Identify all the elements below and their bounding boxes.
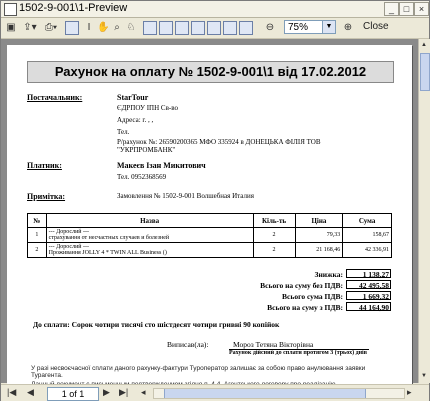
scroll-up-icon[interactable]: ▲: [421, 42, 427, 48]
hand-tool-icon[interactable]: ✋: [97, 22, 110, 33]
hscroll-thumb[interactable]: [164, 389, 366, 398]
vat-label: Всього сума ПДВ:: [282, 292, 343, 301]
fit-page-icon[interactable]: [207, 21, 221, 35]
report-page: [7, 45, 412, 390]
navigation-bar: [1, 384, 429, 401]
scroll-down-icon[interactable]: ▼: [421, 373, 427, 379]
single-page-icon[interactable]: [143, 21, 157, 35]
total-novat-label: Всього на суму без ПДВ:: [260, 281, 343, 290]
items-table: [27, 213, 392, 258]
validity-note: Рахунок дійсний до сплати протягом 3 (трьох) днів: [229, 350, 367, 356]
zoom-in-icon[interactable]: ⊕: [343, 22, 353, 33]
save-icon[interactable]: ▣: [6, 22, 16, 33]
vat-value: 1 669,32: [346, 291, 391, 300]
row-sum: 42 336,91: [343, 243, 392, 258]
hscroll-right-icon[interactable]: ▸: [407, 387, 412, 397]
print-icon[interactable]: ⎙▾: [44, 22, 58, 33]
invoice-title: Рахунок на оплату № 1502-9-001\1 від 17.02.2012: [27, 61, 394, 83]
zoom-out-icon[interactable]: ⊖: [265, 22, 275, 33]
row-price: 79,33: [295, 228, 343, 243]
col-no: №: [28, 214, 47, 228]
row-name-line1: --- Дорослий ---: [48, 229, 89, 235]
row-no: 2: [28, 243, 47, 258]
row-name: [46, 228, 253, 243]
preview-area[interactable]: [1, 39, 418, 383]
row-name: [46, 243, 253, 258]
col-price: Ціна: [295, 214, 343, 228]
supplier-label: Постачальник:: [27, 93, 83, 102]
zoom-select[interactable]: [284, 20, 336, 34]
close-window-button[interactable]: ×: [414, 2, 429, 16]
col-qty: Кіль-ть: [253, 214, 295, 228]
supplier-phone: Тел.: [117, 128, 130, 136]
row-no: 1: [28, 228, 47, 243]
close-button[interactable]: Close: [363, 21, 389, 32]
col-sum: Сума: [343, 214, 392, 228]
note-value: Замовлення № 1502-9-001 Волшебная Италия: [117, 192, 254, 200]
table-row: [28, 228, 392, 243]
payer-phone: Тел. 0952368569: [117, 173, 167, 181]
page-number-field[interactable]: 1 of 1: [47, 387, 99, 401]
next-page-icon[interactable]: ▶: [103, 387, 110, 397]
hscroll-left-icon[interactable]: ◂: [141, 387, 146, 397]
table-header: [28, 214, 392, 228]
total-vat-value: 44 164,90: [346, 302, 391, 311]
zoom-tool-icon[interactable]: ⌕: [114, 22, 120, 33]
footer-note-1: У разі несвоєчасної сплати даного рахунку-фактури Туроператор залишає за собою право анулювання заявки Турагента.: [31, 365, 366, 379]
issued-name: Мороз Тетяна Вікторівна: [233, 340, 314, 349]
find-icon[interactable]: ♘: [126, 22, 136, 33]
row-name-line1: --- Дорослий ---: [48, 244, 89, 250]
window-title: 1502-9-001\1-Preview: [19, 2, 128, 14]
app-icon: [4, 3, 17, 16]
supplier-account: Р/рахунок №: 26590200365 МФО 335924 в ДОНЕЦЬКА ФІЛІЯ ТОВ: [117, 138, 321, 146]
supplier-bank: "УКРПРОМБАНК": [117, 146, 176, 154]
zoom-value: 75%: [288, 22, 309, 33]
two-page-icon[interactable]: [159, 21, 173, 35]
total-novat-value: 42 495,58: [346, 280, 391, 289]
col-name: Назва: [46, 214, 253, 228]
row-sum: 158,67: [343, 228, 392, 243]
row-name-line2: страхування от несчастных случаев и болезней: [48, 235, 170, 241]
horizontal-scrollbar[interactable]: [153, 388, 405, 399]
minimize-button[interactable]: _: [384, 2, 399, 16]
scroll-thumb[interactable]: [420, 53, 430, 91]
row-price: 21 168,46: [295, 243, 343, 258]
page-setup-icon[interactable]: [65, 21, 79, 35]
table-row: [28, 243, 392, 258]
payer-label: Платник:: [27, 161, 62, 170]
title-bar: [1, 1, 429, 18]
row-qty: 2: [253, 243, 295, 258]
supplier-name: StarTour: [117, 93, 149, 102]
supplier-address: Адреса: г. , ,: [117, 116, 154, 124]
text-cursor-icon[interactable]: I: [87, 22, 91, 33]
issued-label: Виписав(ла):: [167, 340, 209, 349]
total-vat-label: Всього на суму з ПДВ:: [267, 303, 343, 312]
multi-page-icon[interactable]: [175, 21, 189, 35]
chevron-down-icon[interactable]: ▼: [322, 21, 335, 33]
amount-in-words: До сплати: Сорок чотири тисячі сто шістдесят чотири гривні 90 копійок: [33, 320, 280, 329]
discount-label: Знижка:: [314, 270, 343, 279]
maximize-button[interactable]: □: [399, 2, 414, 16]
page-width-icon[interactable]: [223, 21, 237, 35]
payer-name: Макеєв Ізан Микитович: [117, 161, 206, 170]
note-label: Примітка:: [27, 192, 66, 201]
row-qty: 2: [253, 228, 295, 243]
row-name-line2: Проживання JOLLY 4 * TWIN ALL Business (): [48, 250, 167, 256]
discount-value: 1 138,27: [346, 269, 391, 278]
last-page-icon[interactable]: ▶|: [119, 387, 129, 397]
export-icon[interactable]: ⇪▾: [23, 22, 37, 33]
supplier-code: ЄДРПОУ ІПН Св-во: [117, 104, 178, 112]
actual-size-icon[interactable]: [239, 21, 253, 35]
prev-page-icon[interactable]: ◀: [27, 387, 34, 397]
first-page-icon[interactable]: |◀: [7, 387, 17, 397]
toolbar: [1, 18, 429, 39]
thumbnails-icon[interactable]: [191, 21, 205, 35]
vertical-scrollbar[interactable]: [418, 39, 430, 383]
